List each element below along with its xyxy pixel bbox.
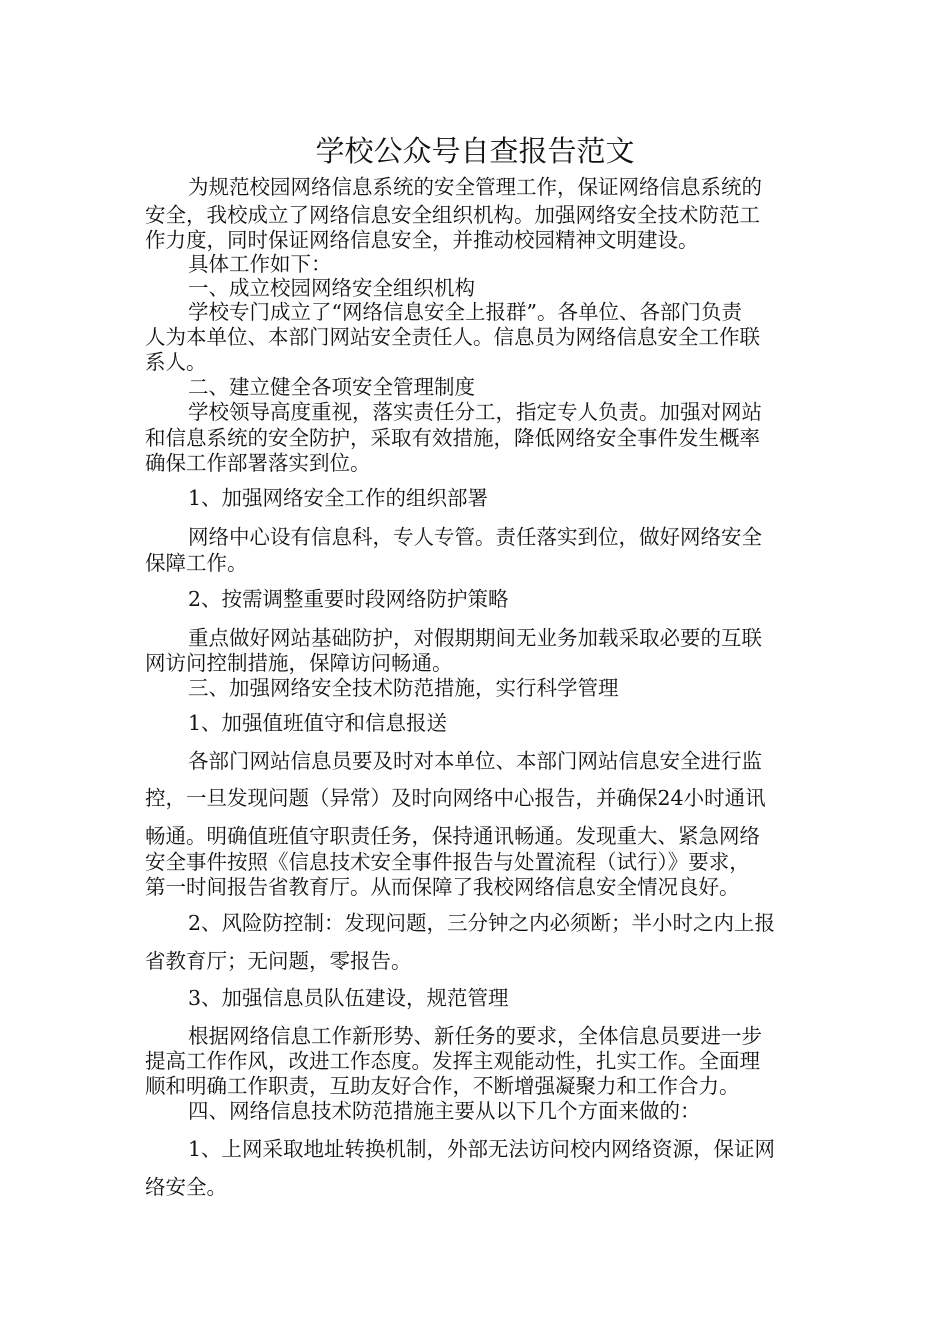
subsection-heading: 1、加强网络安全工作的组织部署 [188, 486, 489, 510]
subsection-heading: 3、加强信息员队伍建设，规范管理 [188, 986, 509, 1010]
paragraph-line: 2、风险防控制：发现问题，三分钟之内必须断；半小时之内上报 [188, 911, 776, 935]
document-title: 学校公众号自查报告范文 [315, 134, 635, 168]
paragraph-line: 控，一旦发现问题（异常）及时向网络中心报告，并确保24小时通讯 [145, 786, 766, 810]
paragraph-line: 1、上网采取地址转换机制，外部无法访问校内网络资源，保证网 [188, 1137, 776, 1161]
section-heading: 二、建立健全各项安全管理制度 [188, 375, 475, 399]
section-heading: 四、网络信息技术防范措施主要从以下几个方面来做的： [188, 1099, 701, 1123]
paragraph-line: 安全事件按照《信息技术安全事件报告与处置流程（试行）》要求， [145, 850, 750, 874]
paragraph-line: 安全，我校成立了网络信息安全组织机构。加强网络安全技术防范工 [145, 203, 760, 227]
paragraph-line: 学校领导高度重视，落实责任分工，指定专人负责。加强对网站 [188, 400, 762, 424]
paragraph-line: 提高工作作风，改进工作态度。发挥主观能动性，扎实工作。全面理 [145, 1049, 760, 1073]
paragraph-line: 省教育厅；无问题，零报告。 [145, 949, 412, 973]
subsection-heading: 1、加强值班值守和信息报送 [188, 711, 448, 735]
paragraph-line: 各部门网站信息员要及时对本单位、本部门网站信息安全进行监 [188, 749, 762, 773]
section-heading: 一、成立校园网络安全组织机构 [188, 276, 475, 300]
paragraph-line: 顺和明确工作职责，互助友好合作，不断增强凝聚力和工作合力。 [145, 1074, 740, 1098]
paragraph-line: 学校专门成立了“网络信息安全上报群”。各单位、各部门负责 [188, 300, 742, 324]
paragraph-line: 人为本单位、本部门网站安全责任人。信息员为网络信息安全工作联 [145, 325, 760, 349]
paragraph-line: 畅通。明确值班值守职责任务，保持通讯畅通。发现重大、紧急网络 [145, 824, 760, 848]
paragraph-line: 保障工作。 [145, 551, 248, 575]
paragraph-line: 和信息系统的安全防护，采取有效措施，降低网络安全事件发生概率 [145, 426, 760, 450]
subsection-heading: 2、按需调整重要时段网络防护策略 [188, 587, 509, 611]
paragraph-line: 具体工作如下： [188, 252, 332, 276]
paragraph-line: 为规范校园网络信息系统的安全管理工作，保证网络信息系统的 [188, 175, 762, 199]
paragraph-line: 第一时间报告省教育厅。从而保障了我校网络信息安全情况良好。 [145, 875, 740, 899]
paragraph-line: 根据网络信息工作新形势、新任务的要求，全体信息员要进一步 [188, 1024, 762, 1048]
paragraph-line: 络安全。 [145, 1175, 227, 1199]
section-heading: 三、加强网络安全技术防范措施，实行科学管理 [188, 676, 619, 700]
paragraph-line: 网访问控制措施，保障访问畅通。 [145, 651, 453, 675]
paragraph-line: 网络中心设有信息科，专人专管。责任落实到位，做好网络安全 [188, 525, 762, 549]
paragraph-line: 确保工作部署落实到位。 [145, 451, 371, 475]
paragraph-line: 作力度，同时保证网络信息安全，并推动校园精神文明建设。 [145, 228, 699, 252]
paragraph-line: 重点做好网站基础防护，对假期期间无业务加载采取必要的互联 [188, 626, 762, 650]
paragraph-line: 系人。 [145, 350, 207, 374]
